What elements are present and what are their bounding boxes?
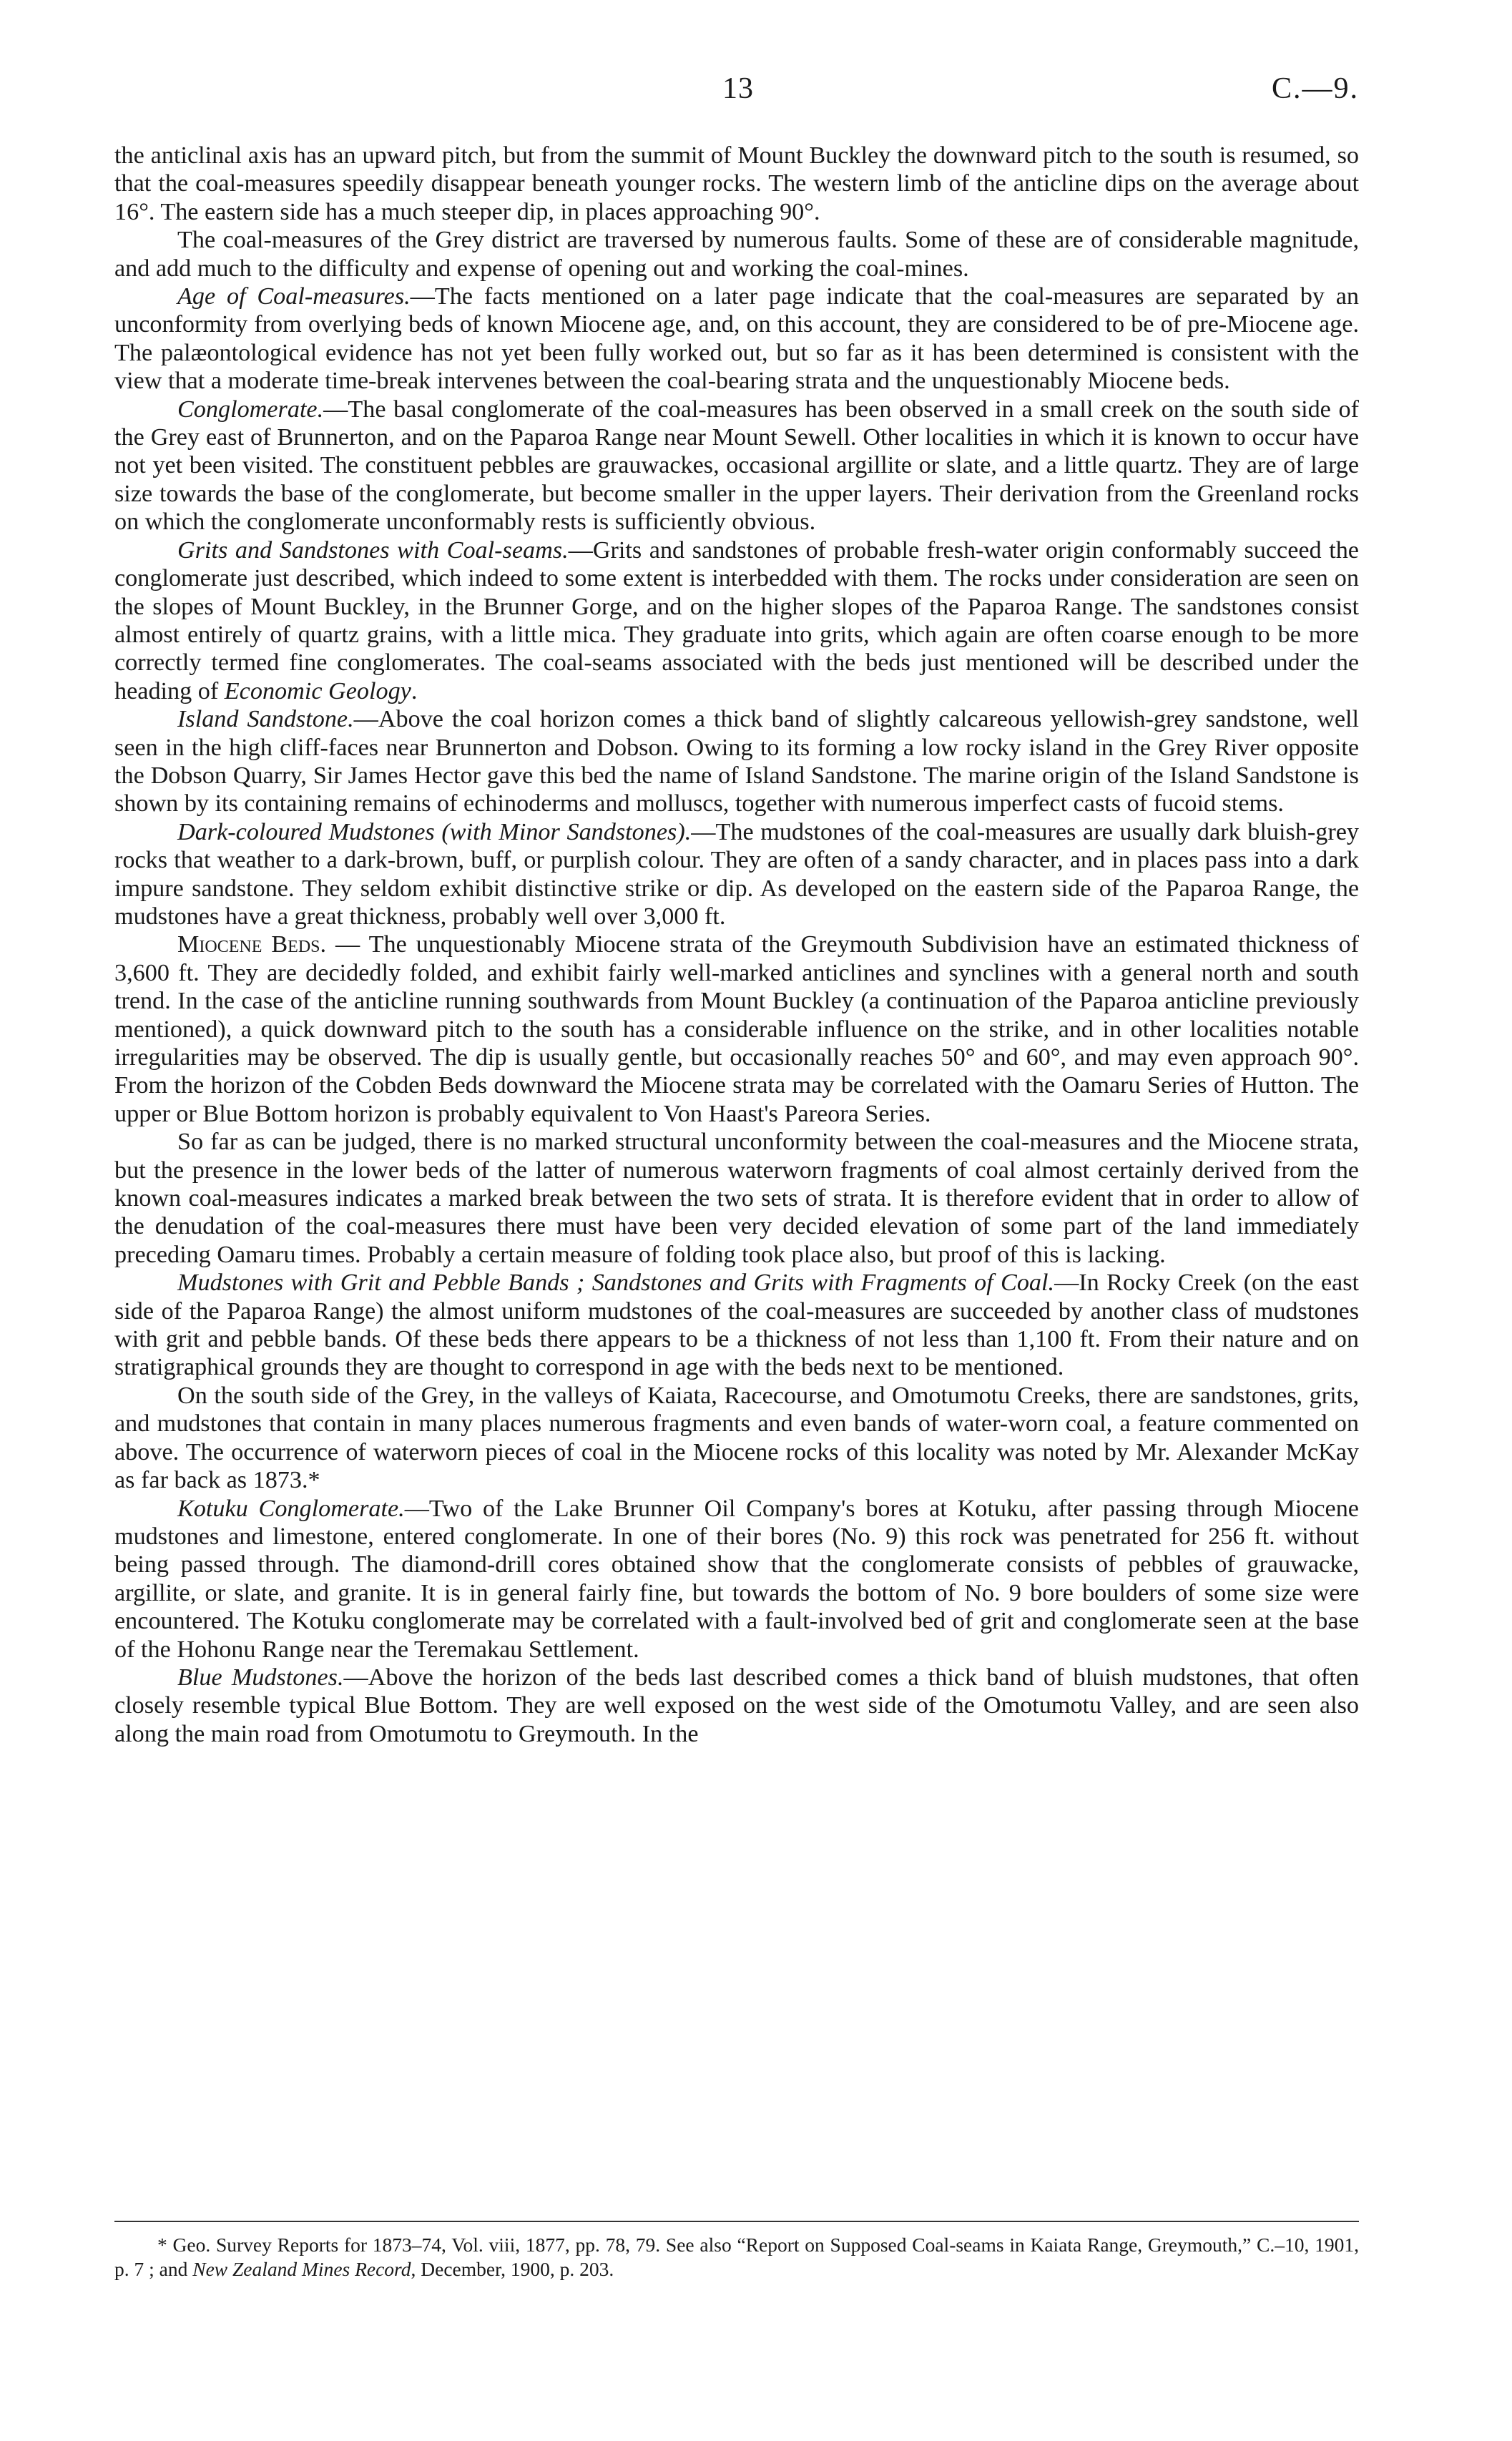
footnote — [114, 2233, 1359, 2282]
section-heading: Blue Mudstones. — [177, 1664, 344, 1691]
section-heading: Island Sandstone. — [177, 706, 354, 733]
paragraph-anticline-continued — [114, 142, 1359, 226]
footnote-text: , December, 1900, p. 203. — [411, 2258, 614, 2280]
paragraph-grits-and-sandstones — [114, 536, 1359, 705]
footnote-text: * Geo. Survey Reports for 1873–74, Vol. viii, 1877, pp. 78, 79. See also “Report on Supposed Coal-seams in Kaiata Range, Greymouth,” C.–10, 1901, p. 7 ; and — [114, 2234, 1359, 2280]
section-heading: Age of Coal-measures. — [177, 283, 411, 310]
section-heading: Conglomerate. — [177, 396, 324, 423]
paragraph-blue-mudstones — [114, 1664, 1359, 1748]
paragraph-faults — [114, 226, 1359, 283]
section-heading: Dark-coloured Mudstones (with Minor Sandstones). — [177, 818, 692, 845]
paragraph-text: So far as can be judged, there is no marked structural unconformity between the coal-measures and the Miocene strata, but the presence in the lower beds of the latter of numerous waterworn fragments of coal almost certainly derived from the known coal-measures indicates a marked break between the two sets of strata. It is therefore evident that in order to allow of the denudation of the coal-measures there must have been very decided elevation of some part of the land immediately preceding Oamaru times. Probably a certain measure of folding took place also, but proof of this is lacking. — [114, 1129, 1359, 1268]
section-heading: Miocene Beds. — [177, 931, 327, 958]
body-text — [114, 142, 1359, 1748]
paragraph-text: . — [411, 677, 418, 704]
paragraph-text: —The basal conglomerate of the coal-measures has been observed in a small creek on the south side of the Grey east of Brunnerton, and on the Paparoa Range near Mount Sewell. Other localities in which it is known to occur have not yet been visited. The constituent pebbles are grauwackes, occasional argillite or slate, and a little quartz. They are of large size towards the base of the conglomerate, but become smaller in the upper layers. Their derivation from the Greenland rocks on which the conglomerate unconformably rests is sufficiently obvious. — [114, 396, 1359, 536]
paragraph-text: The coal-measures of the Grey district are traversed by numerous faults. Some of these are of considerable magnitude, and add much to the difficulty and expense of opening out and working the coal-mines. — [114, 227, 1359, 282]
paragraph-miocene-beds — [114, 930, 1359, 1128]
paragraph-conglomerate — [114, 396, 1359, 536]
section-heading: Grits and Sandstones with Coal-seams. — [177, 536, 569, 564]
paragraph-text: —Two of the Lake Brunner Oil Company's bores at Kotuku, after passing through Miocene mudstones and limestone, entered conglomerate. In one of their bores (No. 9) this rock was penetrated for 256 ft. without being passed through. The diamond-drill cores obtained show that the conglomerate consists of pebbles of grauwacke, argillite, or slate, and granite. It is in general fairly fine, but towards the bottom of No. 9 bore boulders of some size were encountered. The Kotuku conglomerate may be correlated with a fault-involved bed of grit and conglomerate seen at the base of the Hohonu Range near the Teremakau Settlement. — [114, 1495, 1359, 1663]
page-number: 13 — [722, 72, 754, 105]
paragraph-text: — The unquestionably Miocene strata of the Greymouth Subdivision have an estimated thickness of 3,600 ft. They are decidedly folded, and exhibit fairly well-marked anticlines and synclines with a general north and south trend. In the case of the anticline running southwards from Mount Buckley (a continuation of the Paparoa anticline previously mentioned), a quick downward pitch to the south has a considerable influence on the strike, and in other localities notable irregularities may be observed. The dip is usually gentle, but occasionally reaches 50° and 60°, and may even approach 90°. From the horizon of the Cobden Beds downward the Miocene strata may be correlated with the Oamaru Series of Hutton. The upper or Blue Bottom horizon is probably equivalent to Von Haast's Pareora Series. — [114, 931, 1359, 1127]
document-reference: C.—9. — [1271, 72, 1359, 105]
paragraph-text: the anticlinal axis has an upward pitch, but from the summit of Mount Buckley the downward pitch to the south is resumed, so that the coal-measures speedily disappear beneath younger rocks. The western limb of the anticline dips on the average about 16°. The eastern side has a much steeper dip, in places approaching 90°. — [114, 142, 1359, 225]
paragraph-kotuku-conglomerate — [114, 1495, 1359, 1664]
paragraph-text: —The mudstones of the coal-measures are usually dark bluish-grey rocks that weather to a dark-brown, buff, or purplish colour. They are often of a sandy character, and in places pass into a dark impure sandstone. They seldom exhibit distinctive strike or dip. As developed on the eastern side of the Paparoa Range, the mudstones have a great thickness, probably well over 3,000 ft. — [114, 818, 1360, 930]
paragraph-island-sandstone — [114, 705, 1359, 818]
paragraph-text: —Above the horizon of the beds last described comes a thick band of bluish mudstones, that often closely resemble typical Blue Bottom. They are well exposed on the west side of the Omotumotu Valley, and are seen also along the main road from Omotumotu to Greymouth. In the — [114, 1664, 1359, 1747]
paragraph-text: —In Rocky Creek (on the east side of the Paparoa Range) the almost uniform mudstones of the coal-measures are succeeded by another class of mudstones with grit and pebble bands. Of these beds there appears to be a thickness of not less than 1,100 ft. From their nature and on stratigraphical grounds they are thought to correspond in age with the beds next to be mentioned. — [114, 1269, 1359, 1381]
paragraph-text: —The facts mentioned on a later page indicate that the coal-measures are separated by an unconformity from overlying beds of known Miocene age, and, on this account, they are considered to be of pre-Miocene age. The palæontological evidence has not yet been fully worked out, but so far as it has been determined is consistent with the view that a moderate time-break intervenes between the coal-bearing strata and the unquestionably Miocene beds. — [114, 283, 1359, 395]
page-header — [114, 72, 1359, 114]
cross-reference: Economic Geology — [224, 677, 411, 704]
footnote-divider — [114, 2221, 1359, 2222]
paragraph-text: On the south side of the Grey, in the valleys of Kaiata, Racecourse, and Omotumotu Creeks, there are sandstones, grits, and mudstones that contain in many places numerous fragments and even bands of water-worn coal, a feature commented on above. The occurrence of waterworn pieces of coal in the Miocene rocks of this locality was noted by Mr. Alexander McKay as far back as 1873.* — [114, 1382, 1359, 1494]
paragraph-text: —Grits and sandstones of probable fresh-water origin conformably succeed the conglomerate just described, which indeed to some extent is interbedded with them. The rocks under consideration are seen on the slopes of Mount Buckley, in the Brunner Gorge, and on the higher slopes of the Paparoa Range. The sandstones consist almost entirely of quartz grains, with a little mica. They graduate into grits, which again are often coarse enough to be more correctly termed fine conglomerates. The coal-seams associated with the beds just mentioned will be described under the heading of — [114, 536, 1359, 704]
section-heading: Mudstones with Grit and Pebble Bands ; Sandstones and Grits with Fragments of Coal. — [177, 1269, 1055, 1297]
paragraph-dark-coloured-mudstones — [114, 818, 1359, 931]
paragraph-mudstones-with-grit — [114, 1269, 1359, 1382]
paragraph-text: —Above the coal horizon comes a thick band of slightly calcareous yellowish-grey sandstone, well seen in the high cliff-faces near Brunnerton and Dobson. Owing to its forming a low rocky island in the Grey River opposite the Dobson Quarry, Sir James Hector gave this bed the name of Island Sandstone. The marine origin of the Island Sandstone is shown by its containing remains of echinoderms and molluscs, together with numerous imperfect casts of fucoid stems. — [114, 706, 1359, 817]
paragraph-south-side-of-grey — [114, 1382, 1359, 1495]
paragraph-unconformity — [114, 1128, 1359, 1269]
section-heading: Kotuku Conglomerate. — [177, 1495, 405, 1522]
footnote-reference: New Zealand Mines Record — [192, 2258, 411, 2280]
paragraph-age-of-coal-measures — [114, 283, 1359, 396]
